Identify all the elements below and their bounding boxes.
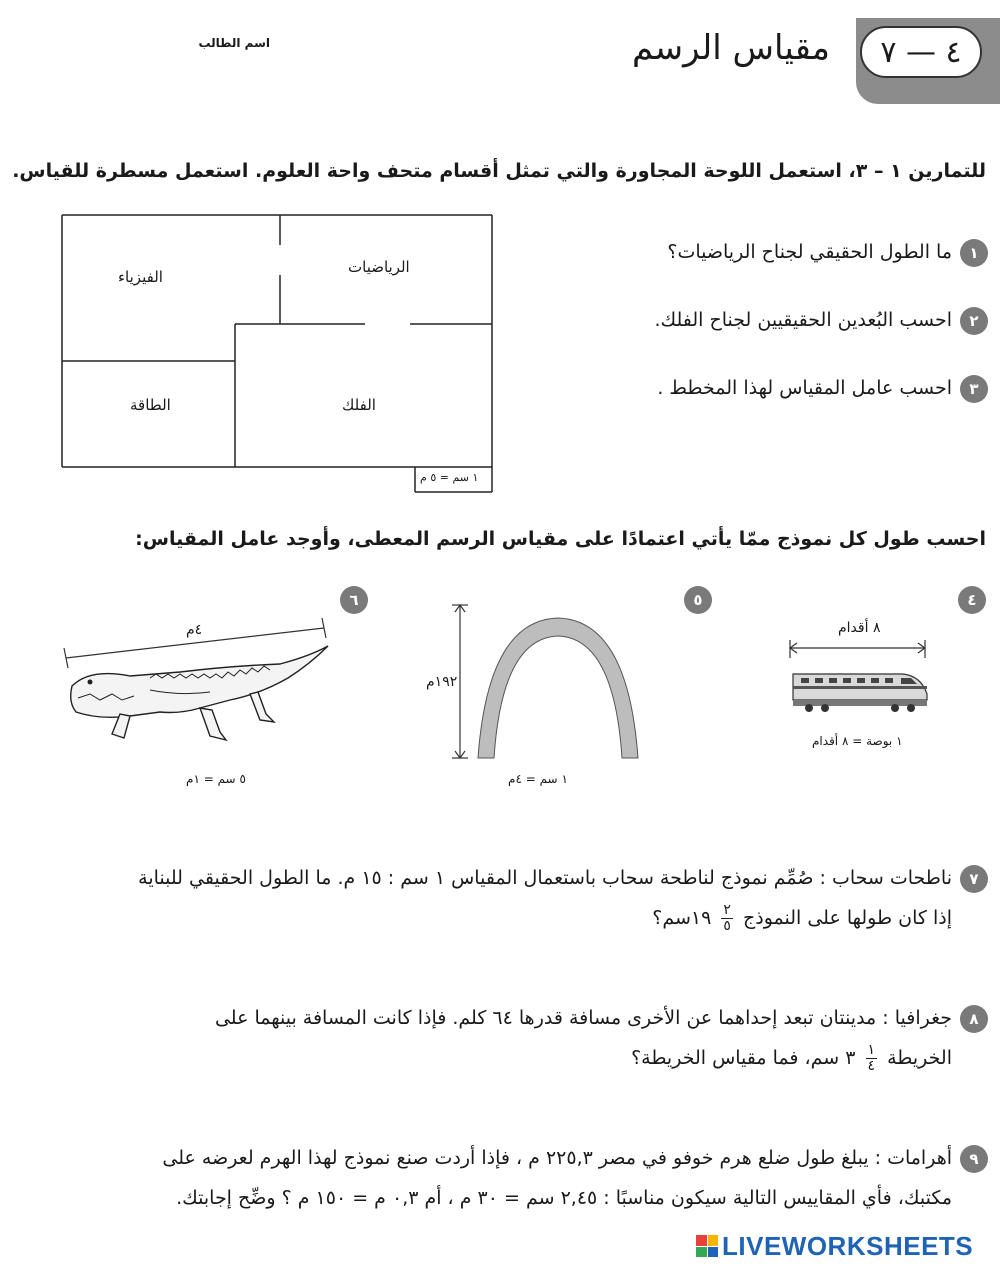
museum-floor-plan [55,208,500,498]
fraction-numerator: ٢ [723,902,731,918]
question-number: ٣ [960,375,988,403]
arch-scale: ١ سم = ٤م [508,772,568,786]
fraction-denominator: ٥ [723,918,731,934]
room-physics: الفيزياء [118,268,163,286]
problem-line: ٣ سم، فما مقياس الخريطة؟ [631,1047,856,1069]
section2-instruction: احسب طول كل نموذج ممّا يأتي اعتمادًا على مقياس الرسم المعطى، وأوجد عامل المقياس: [135,528,986,550]
room-energy: الطاقة [130,396,171,414]
room-astronomy: الفلك [342,396,376,414]
question-text: احسب البُعدين الحقيقيين لجناح الفلك. [654,309,952,331]
student-name-label: اسم الطالب [198,36,270,50]
mixed-fraction [721,903,733,934]
crocodile-length-label: ٤م [186,622,203,638]
item-number-6: ٦ [340,586,368,614]
problem-line: أهرامات : يبلغ طول ضلع هرم خوفو في مصر ٢٢٥,٣ م ، فإذا أردت صنع نموذج لهذا الهرم لعرضه على [162,1147,952,1169]
problem-line: إذا كان طولها على النموذج [742,907,952,929]
question-3 [657,368,988,408]
question-number: ١ [960,239,988,267]
question-text: احسب عامل المقياس لهذا المخطط . [657,377,952,399]
lesson-title: مقياس الرسم [631,28,830,68]
question-2 [654,300,988,340]
problem-8 [38,998,988,1078]
liveworksheets-logo[interactable] [696,1232,973,1260]
liveworksheets-logo-icon [696,1235,718,1257]
crocodile-scale: ٥ سم = ١م [186,772,246,786]
problem-line: ناطحات سحاب : صُمِّم نموذج لناطحة سحاب باستعمال المقياس ١ سم : ١٥ م. ما الطول الحقيقي للبناية [138,867,952,889]
item-number-5: ٥ [684,586,712,614]
problem-7 [38,858,988,938]
train-scale: ١ بوصة = ٨ أقدام [812,734,903,748]
problem-9 [38,1138,988,1218]
train-icon [785,636,935,716]
mixed-fraction [866,1043,878,1074]
question-number: ٢ [960,307,988,335]
section1-instruction: للتمارين ١ – ٣، استعمل اللوحة المجاورة والتي تمثل أقسام متحف واحة العلوم. استعمل مسطرة للقياس. [12,160,986,182]
arch-height-label: ١٩٢م [426,674,458,690]
problem-number: ٩ [960,1145,988,1173]
question-1 [667,232,988,272]
question-text: ما الطول الحقيقي لجناح الرياضيات؟ [667,241,952,263]
arch-icon [440,600,650,762]
problem-number: ٧ [960,865,988,893]
fraction-numerator: ١ [867,1042,876,1058]
problem-line: الخريطة [887,1047,952,1069]
room-math: الرياضيات [348,258,410,276]
problem-line: ١٩سم؟ [652,907,712,929]
liveworksheets-logo-text: LIVEWORKSHEETS [722,1230,974,1261]
item-number-4: ٤ [958,586,986,614]
problem-number: ٨ [960,1005,988,1033]
train-length-label: ٨ أقدام [838,620,881,636]
problem-line: مكتبك، فأي المقاييس التالية سيكون مناسبًا : ٢,٤٥ سم = ٣٠ م ، أم ٠,٣ م = ١٥٠ م ؟ وضِّح إجابتك. [176,1187,952,1209]
fraction-denominator: ٤ [867,1058,876,1074]
lesson-number-badge: ٤ — ٧ [860,26,982,78]
floor-plan-scale: ١ سم = ٥ م [420,471,479,484]
problem-line: جغرافيا : مدينتان تبعد إحداهما عن الأخرى مسافة قدرها ٦٤ كلم. فإذا كانت المسافة بينهما على [214,1007,952,1029]
